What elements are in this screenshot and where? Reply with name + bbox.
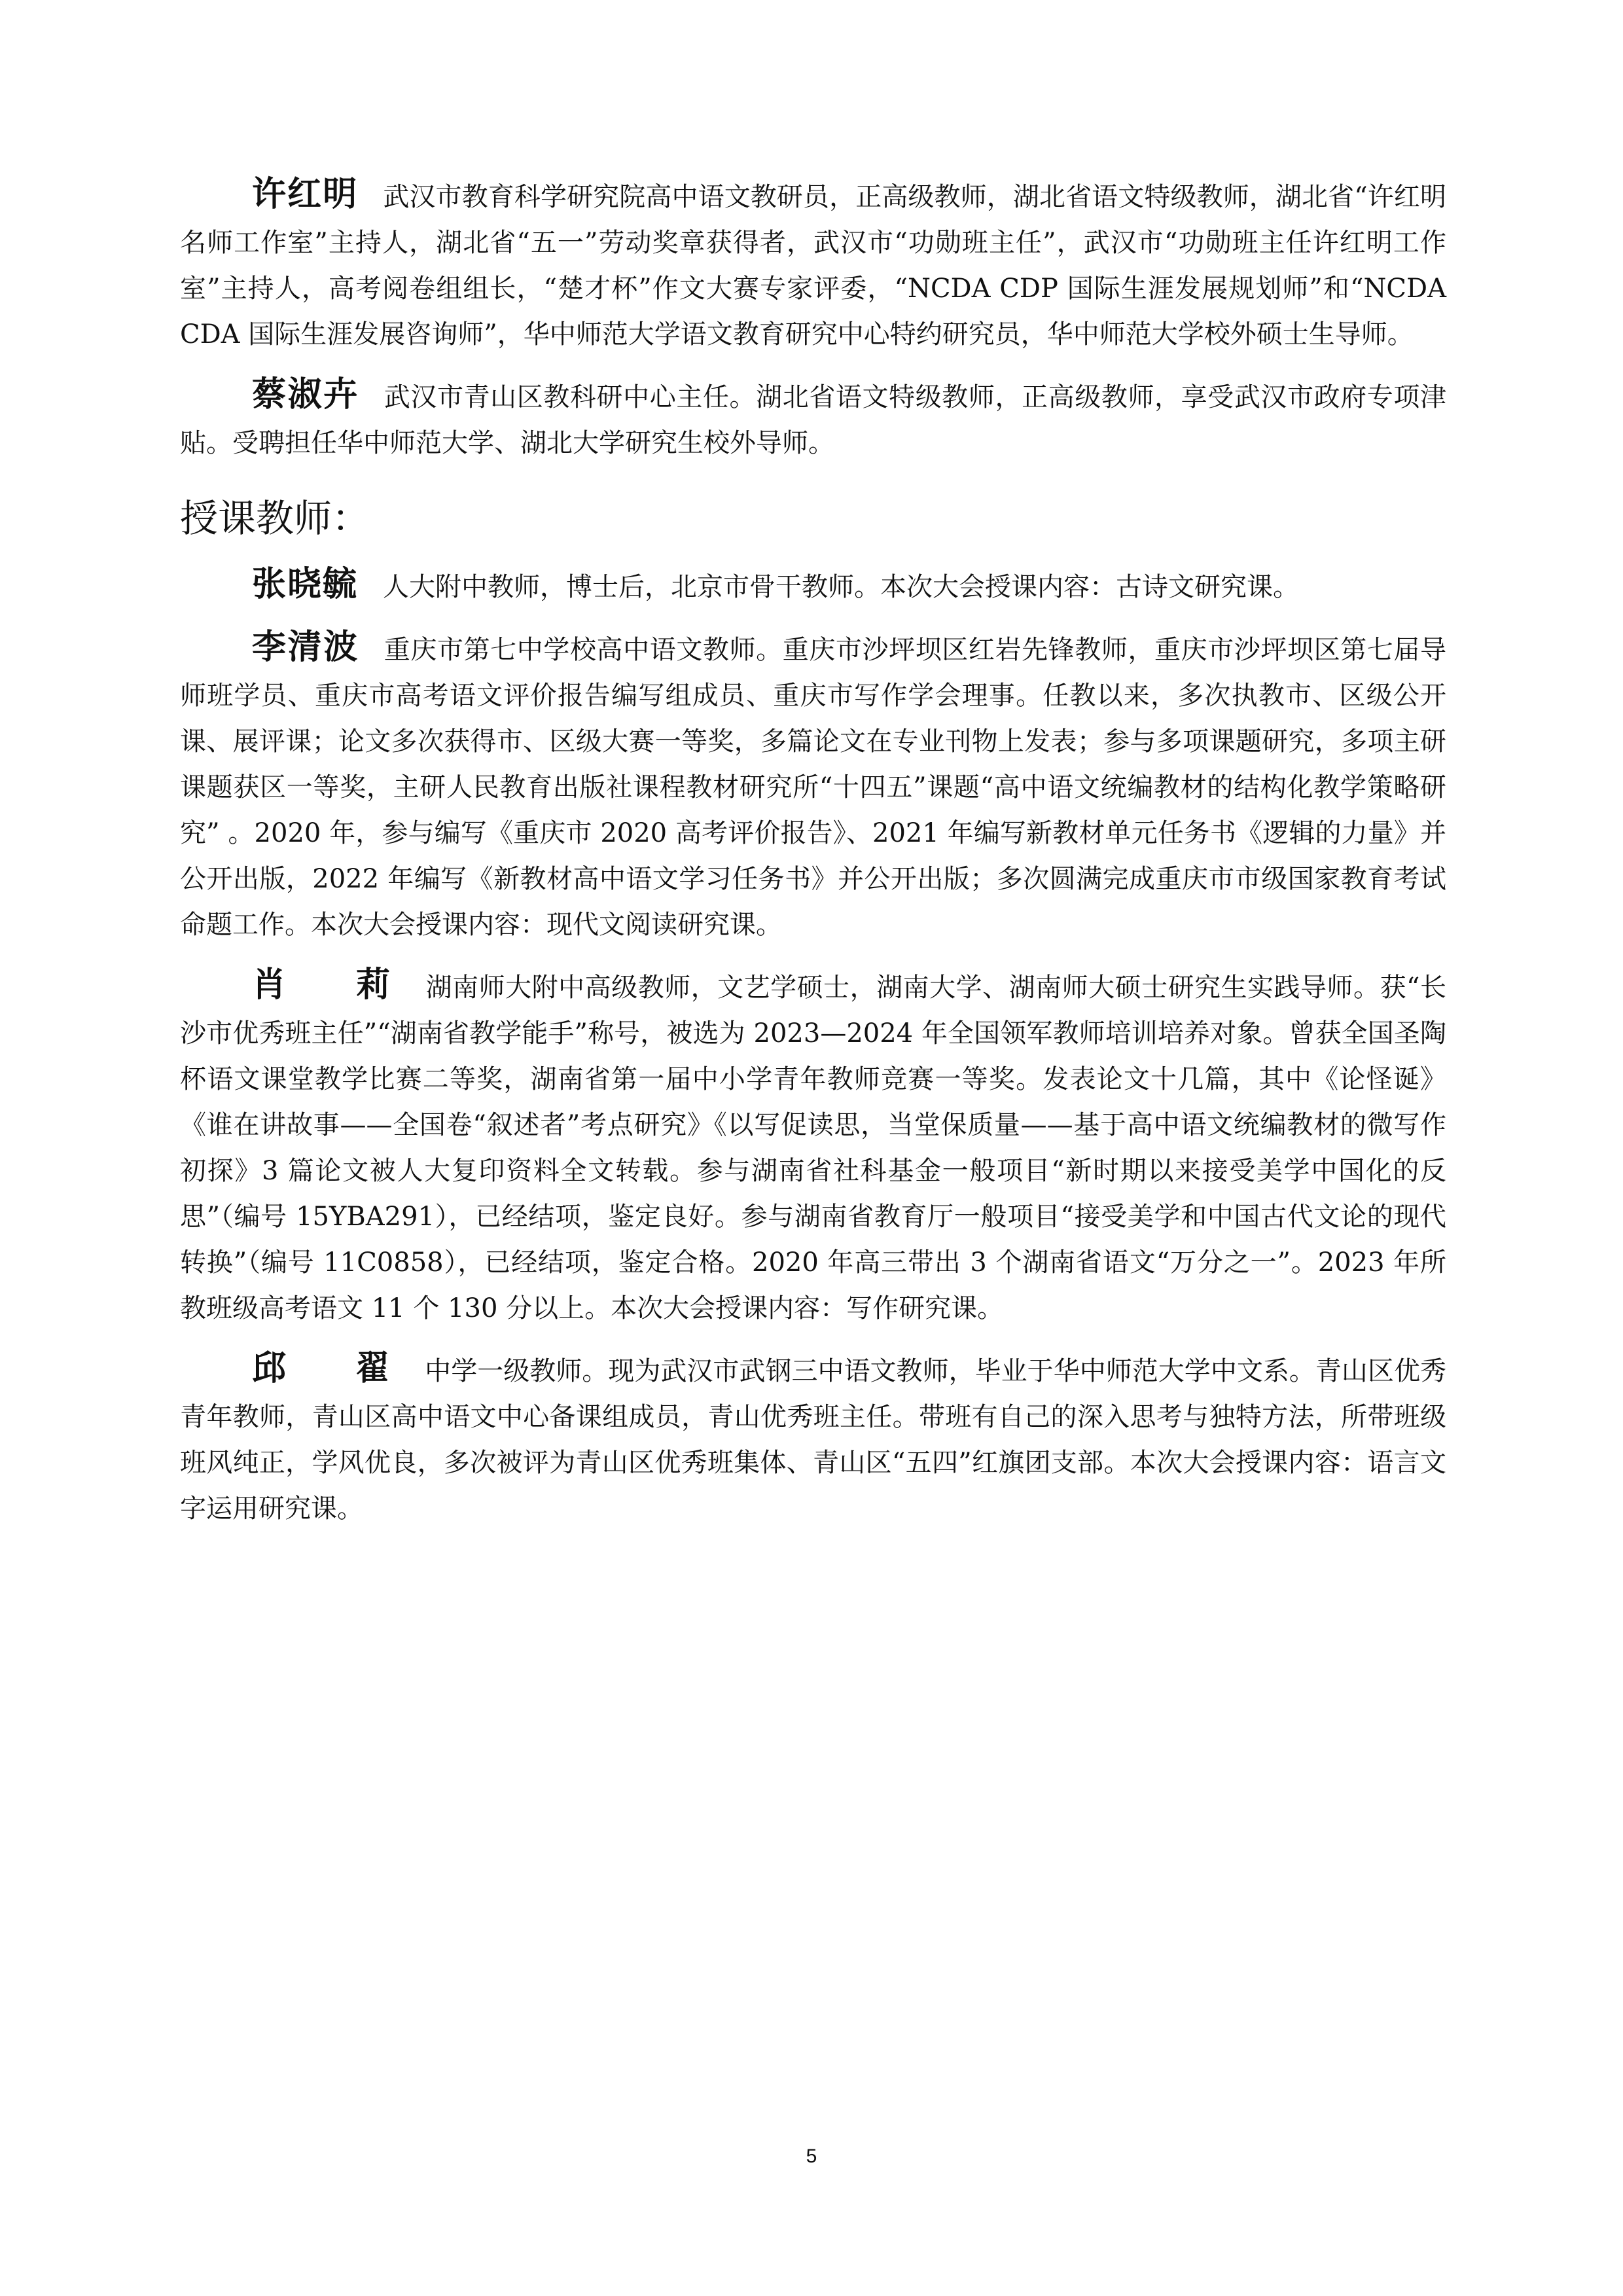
teacher-bio-text: 重庆市第七中学校高中语文教师。重庆市沙坪坝区红岩先锋教师，重庆市沙坪坝区第七届导师班学员、重庆市高考语文评价报告编写组成员、重庆市写作学会理事。任教以来，多次执教市、区级公开课、展评课；论文多次获得市、区级大赛一等奖，多篇论文在专业刊物上发表；参与多项课题研究，多项主研课题获区一等奖，主研人民教育出版社课程教材研究所“十四五”课题“高中语文统编教材的结构化教学策略研究” 。2020 年，参与编写《重庆市 2020 高考评价报告》、2021 年编写新教材单元任务书《逻辑的力量》并公开出版，2022 年编写《新教材高中语文学习任务书》并公开出版；多次圆满完成重庆市市级国家教育考试命题工作。本次大会授课内容：现代文阅读研究课。 <box>180 635 1446 940</box>
teacher-name: 李清波 <box>252 628 359 667</box>
teacher-name: 张晓毓 <box>252 565 359 604</box>
document-page <box>180 171 1446 1546</box>
teacher-bio-text: 中学一级教师。现为武汉市武钢三中语文教师，毕业于华中师范大学中文系。青山区优秀青年教师，青山区高中语文中心备课组成员，青山优秀班主任。带班有自己的深入思考与独特方法，所带班级班风纯正，学风优良，多次被评为青山区优秀班集体、青山区“五四”红旗团支部。本次大会授课内容：语言文字运用研究课。 <box>180 1356 1446 1524</box>
teacher-bio-text: 湖南师大附中高级教师，文艺学硕士，湖南大学、湖南师大硕士研究生实践导师。获“长沙市优秀班主任”“湖南省教学能手”称号，被选为 2023—2024 年全国领军教师培训培养对象。曾获全国圣陶杯语文课堂教学比赛二等奖，湖南省第一届中小学青年教师竞赛一等奖。发表论文十几篇，其中《论怪诞》《谁在讲故事——全国卷“叙述者”考点研究》《以写促读思，当堂保质量——基于高中语文统编教材的微写作初探》3 篇论文被人大复印资料全文转载。参与湖南省社科基金一般项目“新时期以来接受美学中国化的反思”（编号 15YBA291），已经结项，鉴定良好。参与湖南省教育厅一般项目“接受美学和中国古代文论的现代转换”（编号 11C0858），已经结项，鉴定合格。2020 年高三带出 3 个湖南省语文“万分之一”。2023 年所教班级高考语文 11 个 130 分以上。本次大会授课内容：写作研究课。 <box>180 973 1446 1323</box>
expert-bio-text: 武汉市青山区教科研中心主任。湖北省语文特级教师，正高级教师，享受武汉市政府专项津贴。受聘担任华中师范大学、湖北大学研究生校外导师。 <box>180 382 1446 458</box>
expert-name: 蔡淑卉 <box>252 375 359 414</box>
section-title-teachers: 授课教师： <box>180 496 370 541</box>
expert-bio-text: 武汉市教育科学研究院高中语文教研员，正高级教师，湖北省语文特级教师，湖北省“许红明名师工作室”主持人，湖北省“五一”劳动奖章获得者，武汉市“功勋班主任”，武汉市“功勋班主任许红明工作室”主持人，高考阅卷组组长，“楚才杯”作文大赛专家评委，“NCDA CDP 国际生涯发展规划师”和“NCDA CDA 国际生涯发展咨询师”，华中师范大学语文教育研究中心特约研究员，华中师范大学校外硕士生导师。 <box>180 182 1446 350</box>
expert-bio-cai-shuhui <box>180 372 1446 466</box>
teacher-name: 邱 翟 <box>252 1349 419 1388</box>
teacher-name: 肖 莉 <box>252 965 419 1005</box>
teacher-bio-text: 人大附中教师，博士后，北京市骨干教师。本次大会授课内容：古诗文研究课。 <box>383 572 1300 602</box>
expert-name: 许红明 <box>252 175 359 214</box>
teacher-bio-li-qingbo <box>180 624 1446 948</box>
page-number: 5 <box>806 2145 817 2167</box>
teacher-bio-qiu-zhai <box>180 1346 1446 1532</box>
teacher-bio-zhang-xiaoyu <box>180 562 1446 610</box>
teacher-bio-xiao-li <box>180 962 1446 1331</box>
expert-bio-xu-hongming <box>180 171 1446 357</box>
